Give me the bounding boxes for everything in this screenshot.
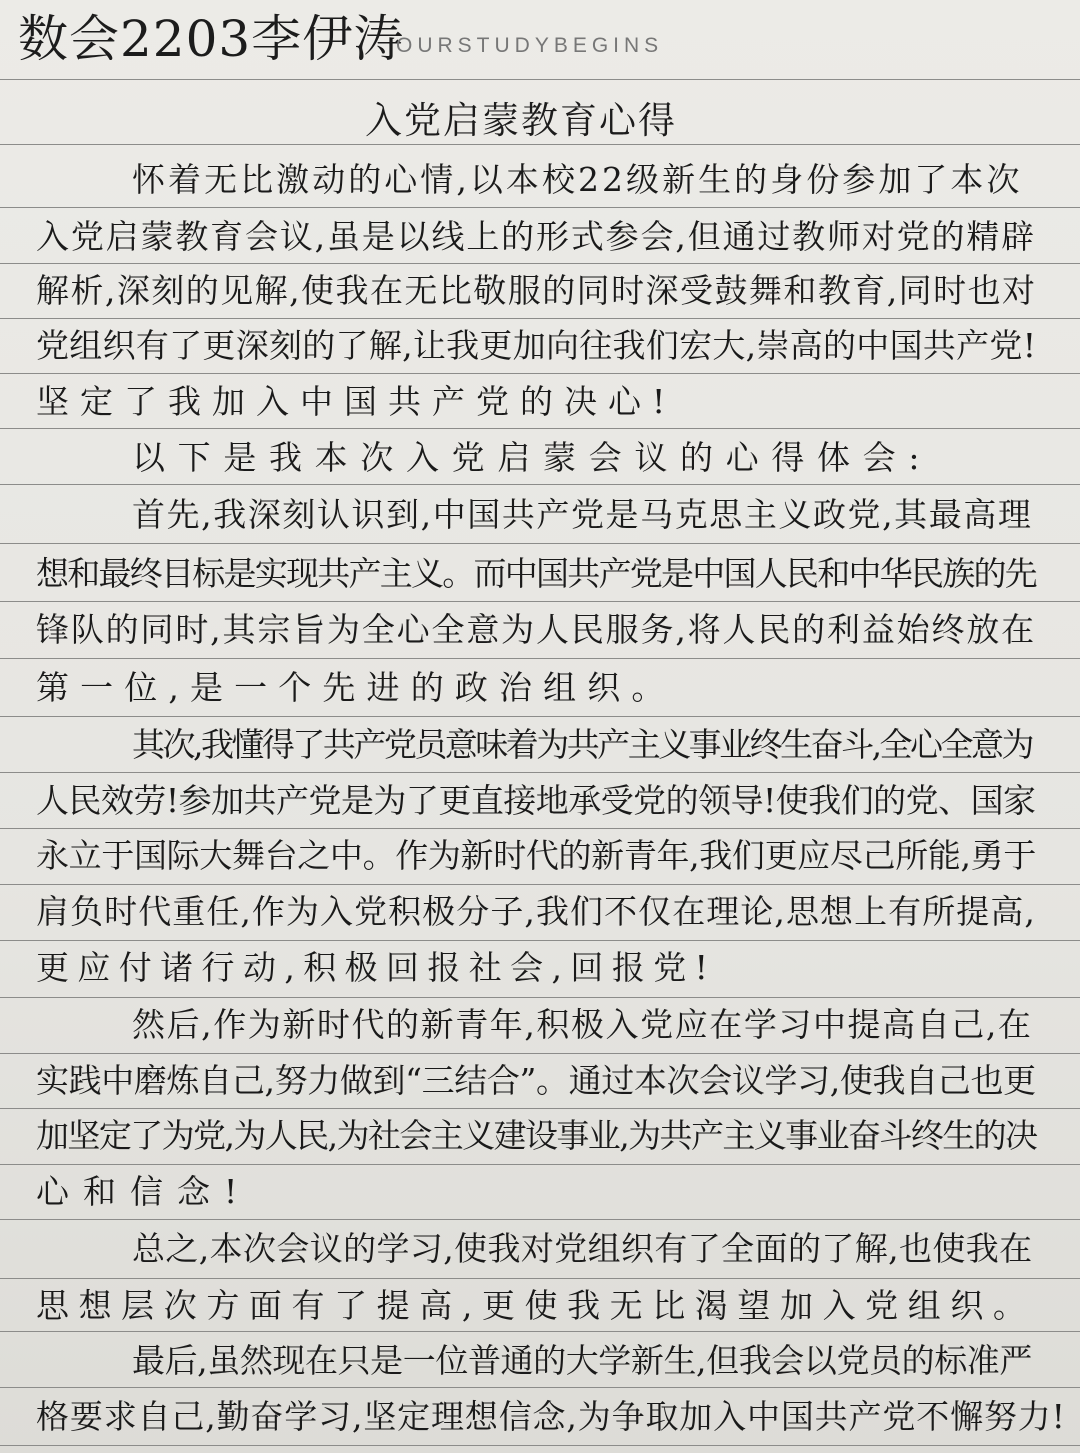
notebook-brand: OURSTUDYBEGINS	[396, 34, 664, 57]
ruled-line	[0, 1278, 1080, 1279]
text-line: 坚定了我加入中国共产党的决心!	[36, 382, 677, 421]
text-line: 然后,作为新时代的新青年,积极入党应在学习中提高自己,在	[132, 1005, 1033, 1044]
ruled-line	[0, 658, 1080, 659]
ruled-line	[0, 1164, 1080, 1165]
ruled-line	[0, 772, 1080, 773]
text-line: 格要求自己,勤奋学习,坚定理想信念,为争取加入中国共产党不懈努力!	[36, 1397, 1066, 1436]
ruled-line	[0, 716, 1080, 717]
text-line: 最后,虽然现在只是一位普通的大学新生,但我会以党员的标准严	[132, 1341, 1032, 1380]
text-line: 更应付诸行动,积极回报社会,回报党!	[36, 948, 717, 987]
text-line: 怀着无比激动的心情,以本校22级新生的身份参加了本次	[132, 160, 1023, 199]
ruled-line	[0, 543, 1080, 544]
text-line: 锋队的同时,其宗旨为全心全意为人民服务,将人民的利益始终放在	[36, 610, 1036, 649]
ruled-line	[0, 828, 1080, 829]
ruled-line	[0, 601, 1080, 602]
text-line: 永立于国际大舞台之中。作为新时代的新青年,我们更应尽己所能,勇于	[36, 836, 1036, 875]
text-line: 其次,我懂得了共产党员意味着为共产主义事业终生奋斗,全心全意为	[132, 725, 1032, 764]
text-line: 第一位,是一个先进的政治组织。	[36, 668, 676, 707]
page-title: 入党启蒙教育心得	[365, 99, 677, 142]
text-line: 首先,我深刻认识到,中国共产党是马克思主义政党,其最高理	[132, 495, 1033, 534]
text-line: 想和最终目标是实现共产主义。而中国共产党是中国人民和中华民族的先	[36, 554, 1036, 593]
ruled-line	[0, 373, 1080, 374]
ruled-line	[0, 79, 1080, 80]
ruled-line	[0, 940, 1080, 941]
text-line: 加坚定了为党,为人民,为社会主义建设事业,为共产主义事业奋斗终生的决	[36, 1116, 1037, 1155]
text-line: 实践中磨炼自己,努力做到“三结合”。通过本次会议学习,使我自己也更	[36, 1061, 1036, 1100]
text-line: 肩负时代重任,作为入党积极分子,我们不仅在理论,思想上有所提高,	[36, 892, 1036, 931]
ruled-line	[0, 263, 1080, 264]
text-line: 人民效劳!参加共产党是为了更直接地承受党的领导!使我们的党、国家	[36, 781, 1036, 820]
ruled-line	[0, 1387, 1080, 1388]
text-line: 心和信念!	[36, 1172, 252, 1211]
text-line: 党组织有了更深刻的了解,让我更加向往我们宏大,崇高的中国共产党!	[36, 326, 1037, 365]
ruled-line	[0, 1219, 1080, 1220]
ruled-line	[0, 1108, 1080, 1109]
ruled-line	[0, 428, 1080, 429]
text-line: 思想层次方面有了提高,更使我无比渴望加入党组织。	[36, 1286, 1036, 1325]
ruled-line	[0, 997, 1080, 998]
text-line: 以下是我本次入党启蒙会议的心得体会:	[132, 438, 933, 477]
ruled-line	[0, 318, 1080, 319]
ruled-line	[0, 1445, 1080, 1446]
ruled-line	[0, 884, 1080, 885]
ruled-line	[0, 1053, 1080, 1054]
ruled-line	[0, 207, 1080, 208]
author-name: 数会2203李伊涛	[18, 10, 405, 68]
ruled-line	[0, 484, 1080, 485]
text-line: 总之,本次会议的学习,使我对党组织有了全面的了解,也使我在	[132, 1229, 1033, 1268]
text-line: 解析,深刻的见解,使我在无比敬服的同时深受鼓舞和教育,同时也对	[36, 271, 1037, 310]
text-line: 入党启蒙教育会议,虽是以线上的形式参会,但通过教师对党的精辟	[36, 217, 1036, 256]
